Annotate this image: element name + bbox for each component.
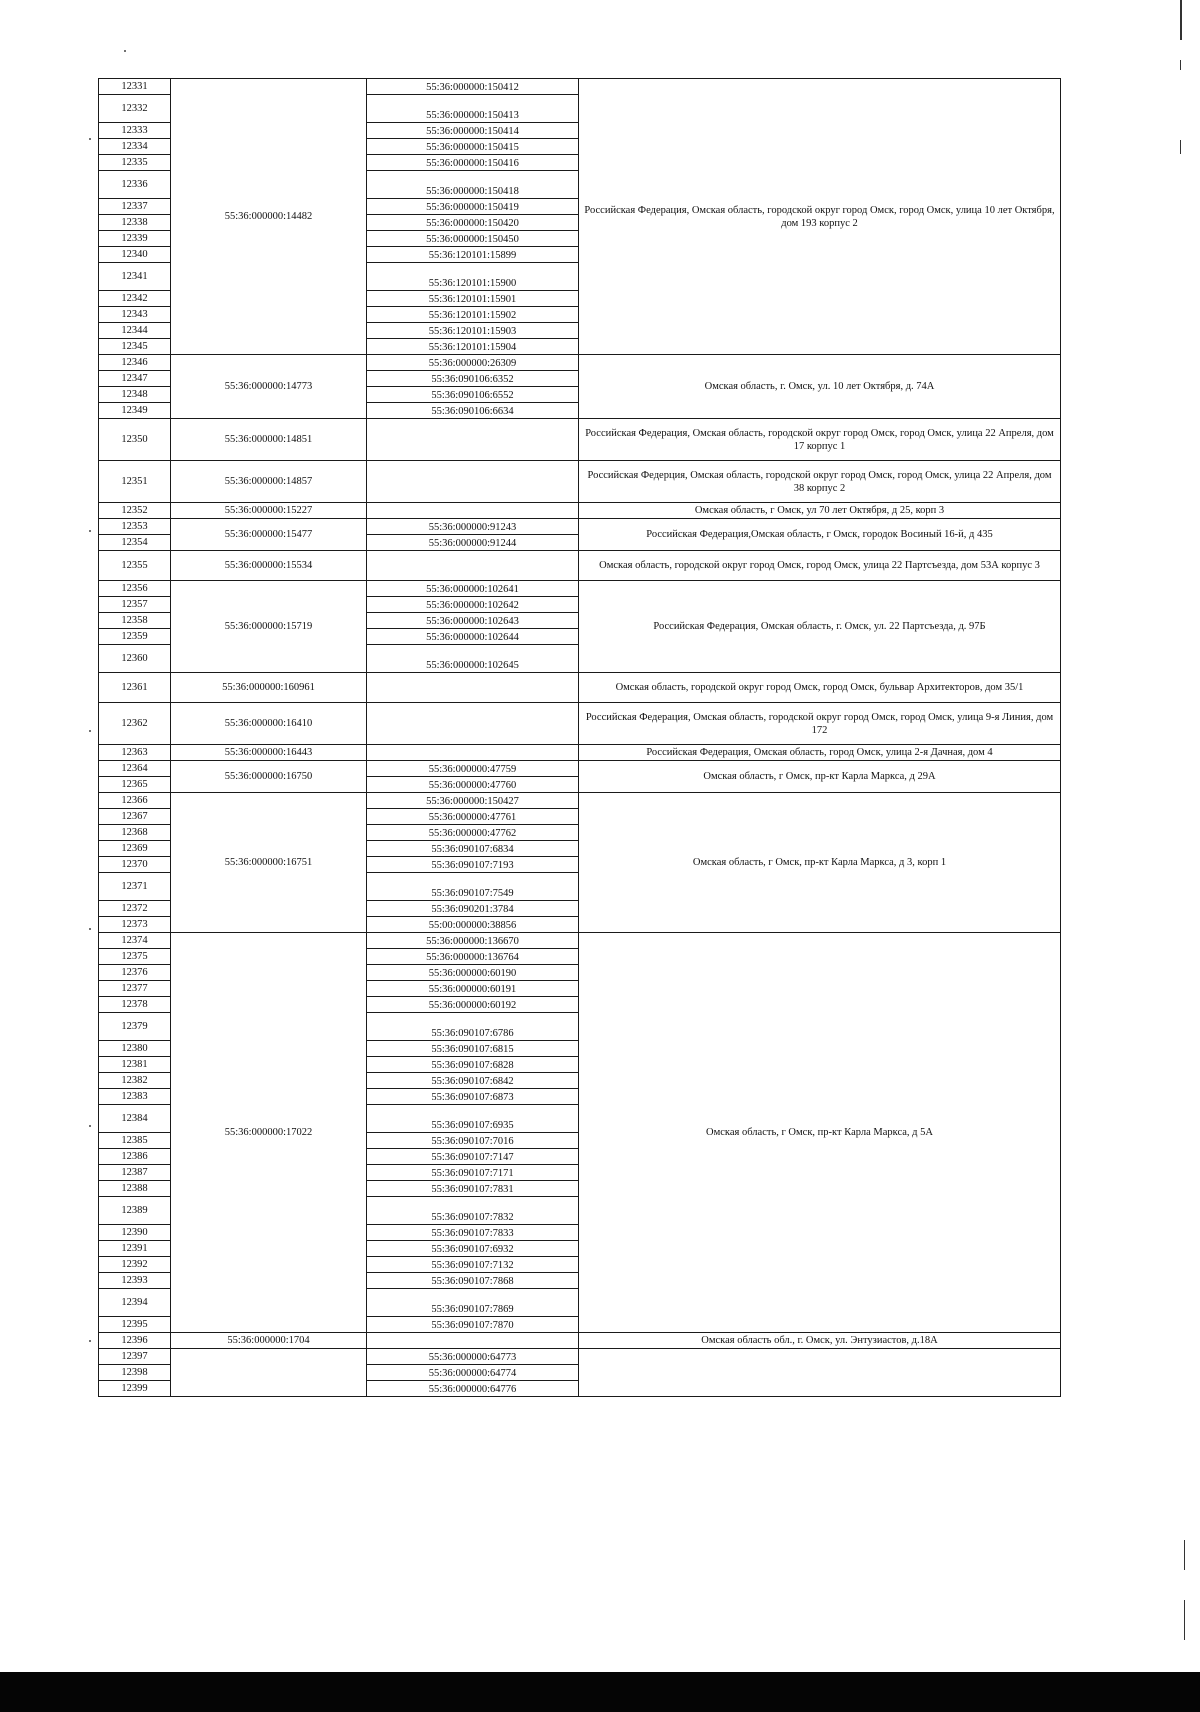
cadastral-number-cell: 55:36:120101:15899 xyxy=(367,247,579,263)
cadastral-number-cell: 55:36:000000:102641 xyxy=(367,581,579,597)
row-number-cell: 12396 xyxy=(99,1333,171,1349)
parent-cadastral-number-cell: 55:36:000000:160961 xyxy=(171,673,367,703)
scan-speck xyxy=(89,928,91,930)
address-cell: Российская Федерция, Омская область, городской округ город Омск, город Омск, улица 22 Апреля, дом 38 корпус 2 xyxy=(579,461,1061,503)
cadastral-number-cell: 55:36:090107:7193 xyxy=(367,857,579,873)
cadastral-number-cell: 55:36:000000:150427 xyxy=(367,793,579,809)
row-number-cell: 12352 xyxy=(99,503,171,519)
row-number-cell: 12394 xyxy=(99,1289,171,1317)
address-cell: Российская Федерация, Омская область, городской округ город Омск, город Омск, улица 10 лет Октября, дом 193 корпус 2 xyxy=(579,79,1061,355)
row-number-cell: 12359 xyxy=(99,629,171,645)
row-number-cell: 12376 xyxy=(99,965,171,981)
row-number-cell: 12362 xyxy=(99,703,171,745)
cadastral-number-cell: 55:36:000000:150416 xyxy=(367,155,579,171)
row-number-cell: 12355 xyxy=(99,551,171,581)
row-number-cell: 12360 xyxy=(99,645,171,673)
cadastral-number-cell: 55:36:090107:7016 xyxy=(367,1133,579,1149)
row-number-cell: 12389 xyxy=(99,1197,171,1225)
table-row xyxy=(99,419,1061,461)
row-number-cell: 12397 xyxy=(99,1349,171,1365)
scan-speck xyxy=(124,50,126,52)
cadastral-number-cell: 55:36:090107:7870 xyxy=(367,1317,579,1333)
row-number-cell: 12375 xyxy=(99,949,171,965)
cadastral-number-cell: 55:36:120101:15900 xyxy=(367,263,579,291)
row-number-cell: 12364 xyxy=(99,761,171,777)
scan-speck xyxy=(89,138,91,140)
cadastral-number-cell: 55:36:000000:150420 xyxy=(367,215,579,231)
row-number-cell: 12371 xyxy=(99,873,171,901)
address-cell: Омская область, городской округ город Омск, город Омск, бульвар Архитекторов, дом 35/1 xyxy=(579,673,1061,703)
row-number-cell: 12382 xyxy=(99,1073,171,1089)
cadastral-number-cell xyxy=(367,673,579,703)
row-number-cell: 12356 xyxy=(99,581,171,597)
cadastral-number-cell: 55:36:090107:7833 xyxy=(367,1225,579,1241)
parent-cadastral-number-cell: 55:36:000000:14851 xyxy=(171,419,367,461)
parent-cadastral-number-cell: 55:36:000000:15719 xyxy=(171,581,367,673)
cadastral-number-cell: 55:36:000000:102645 xyxy=(367,645,579,673)
row-number-cell: 12354 xyxy=(99,535,171,551)
row-number-cell: 12347 xyxy=(99,371,171,387)
address-cell: Омская область, г Омск, пр-кт Карла Маркса, д 3, корп 1 xyxy=(579,793,1061,933)
cadastral-number-cell: 55:36:000000:47762 xyxy=(367,825,579,841)
row-number-cell: 12366 xyxy=(99,793,171,809)
cadastral-number-cell: 55:36:090107:6842 xyxy=(367,1073,579,1089)
row-number-cell: 12332 xyxy=(99,95,171,123)
cadastral-number-cell: 55:36:090107:7171 xyxy=(367,1165,579,1181)
table-row xyxy=(99,793,1061,809)
cadastral-number-cell: 55:36:000000:60191 xyxy=(367,981,579,997)
parent-cadastral-number-cell: 55:36:000000:16410 xyxy=(171,703,367,745)
address-cell: Омская область, г Омск, пр-кт Карла Маркса, д 29А xyxy=(579,761,1061,793)
row-number-cell: 12361 xyxy=(99,673,171,703)
row-number-cell: 12379 xyxy=(99,1013,171,1041)
address-cell: Российская Федерация, Омская область, городской округ город Омск, город Омск, улица 22 Апреля, дом 17 корпус 1 xyxy=(579,419,1061,461)
cadastral-number-cell: 55:36:090107:6932 xyxy=(367,1241,579,1257)
table-row xyxy=(99,581,1061,597)
scan-speck xyxy=(89,1340,91,1342)
table-row xyxy=(99,503,1061,519)
row-number-cell: 12335 xyxy=(99,155,171,171)
row-number-cell: 12372 xyxy=(99,901,171,917)
parent-cadastral-number-cell: 55:36:000000:14773 xyxy=(171,355,367,419)
cadastral-number-cell: 55:36:000000:150413 xyxy=(367,95,579,123)
cadastral-number-cell xyxy=(367,1333,579,1349)
row-number-cell: 12388 xyxy=(99,1181,171,1197)
cadastral-number-cell: 55:36:090107:6815 xyxy=(367,1041,579,1057)
cadastral-number-cell: 55:36:090107:7831 xyxy=(367,1181,579,1197)
cadastral-number-cell: 55:36:120101:15901 xyxy=(367,291,579,307)
address-cell: Омская область, г Омск, пр-кт Карла Маркса, д 5А xyxy=(579,933,1061,1333)
row-number-cell: 12368 xyxy=(99,825,171,841)
cadastral-number-cell: 55:36:090107:7832 xyxy=(367,1197,579,1225)
table-row xyxy=(99,1333,1061,1349)
row-number-cell: 12342 xyxy=(99,291,171,307)
parent-cadastral-number-cell: 55:36:000000:1704 xyxy=(171,1333,367,1349)
row-number-cell: 12369 xyxy=(99,841,171,857)
cadastral-number-cell: 55:36:000000:91244 xyxy=(367,535,579,551)
scan-bottom-edge xyxy=(0,1672,1200,1712)
parent-cadastral-number-cell: 55:36:000000:16751 xyxy=(171,793,367,933)
row-number-cell: 12353 xyxy=(99,519,171,535)
row-number-cell: 12358 xyxy=(99,613,171,629)
row-number-cell: 12365 xyxy=(99,777,171,793)
row-number-cell: 12399 xyxy=(99,1381,171,1397)
cadastral-number-cell: 55:36:090107:7147 xyxy=(367,1149,579,1165)
scan-speck xyxy=(89,730,91,732)
cadastral-table xyxy=(98,78,1061,1397)
row-number-cell: 12334 xyxy=(99,139,171,155)
row-number-cell: 12395 xyxy=(99,1317,171,1333)
address-cell: Российская Федерация, Омская область, город Омск, улица 2-я Дачная, дом 4 xyxy=(579,745,1061,761)
table-row xyxy=(99,761,1061,777)
cadastral-number-cell: 55:36:000000:60190 xyxy=(367,965,579,981)
cadastral-number-cell: 55:36:090107:6935 xyxy=(367,1105,579,1133)
parent-cadastral-number-cell: 55:36:000000:14482 xyxy=(171,79,367,355)
row-number-cell: 12341 xyxy=(99,263,171,291)
row-number-cell: 12383 xyxy=(99,1089,171,1105)
parent-cadastral-number-cell: 55:36:000000:14857 xyxy=(171,461,367,503)
row-number-cell: 12337 xyxy=(99,199,171,215)
cadastral-number-cell: 55:36:000000:91243 xyxy=(367,519,579,535)
row-number-cell: 12336 xyxy=(99,171,171,199)
table-row xyxy=(99,703,1061,745)
row-number-cell: 12393 xyxy=(99,1273,171,1289)
cadastral-number-cell xyxy=(367,551,579,581)
cadastral-number-cell: 55:36:120101:15903 xyxy=(367,323,579,339)
row-number-cell: 12331 xyxy=(99,79,171,95)
cadastral-number-cell: 55:36:000000:150450 xyxy=(367,231,579,247)
row-number-cell: 12391 xyxy=(99,1241,171,1257)
cadastral-number-cell: 55:36:000000:102644 xyxy=(367,629,579,645)
row-number-cell: 12370 xyxy=(99,857,171,873)
cadastral-number-cell: 55:36:000000:150412 xyxy=(367,79,579,95)
cadastral-table-body xyxy=(99,79,1061,1397)
cadastral-number-cell: 55:36:000000:26309 xyxy=(367,355,579,371)
scan-edge-mark xyxy=(1184,1540,1185,1570)
row-number-cell: 12385 xyxy=(99,1133,171,1149)
row-number-cell: 12398 xyxy=(99,1365,171,1381)
parent-cadastral-number-cell xyxy=(171,1349,367,1397)
row-number-cell: 12390 xyxy=(99,1225,171,1241)
row-number-cell: 12392 xyxy=(99,1257,171,1273)
cadastral-number-cell: 55:36:090107:7868 xyxy=(367,1273,579,1289)
cadastral-number-cell: 55:36:000000:102642 xyxy=(367,597,579,613)
row-number-cell: 12345 xyxy=(99,339,171,355)
cadastral-number-cell: 55:36:090107:7869 xyxy=(367,1289,579,1317)
cadastral-number-cell: 55:36:000000:136764 xyxy=(367,949,579,965)
row-number-cell: 12339 xyxy=(99,231,171,247)
row-number-cell: 12386 xyxy=(99,1149,171,1165)
table-row xyxy=(99,933,1061,949)
scan-edge-mark xyxy=(1180,140,1181,154)
cadastral-number-cell xyxy=(367,419,579,461)
row-number-cell: 12333 xyxy=(99,123,171,139)
cadastral-number-cell: 55:36:000000:150415 xyxy=(367,139,579,155)
scan-speck xyxy=(89,530,91,532)
row-number-cell: 12374 xyxy=(99,933,171,949)
parent-cadastral-number-cell: 55:36:000000:15534 xyxy=(171,551,367,581)
row-number-cell: 12343 xyxy=(99,307,171,323)
table-row xyxy=(99,461,1061,503)
row-number-cell: 12367 xyxy=(99,809,171,825)
cadastral-number-cell: 55:36:090107:6786 xyxy=(367,1013,579,1041)
cadastral-number-cell: 55:36:120101:15902 xyxy=(367,307,579,323)
cadastral-number-cell: 55:36:090201:3784 xyxy=(367,901,579,917)
cadastral-number-cell: 55:36:000000:150414 xyxy=(367,123,579,139)
parent-cadastral-number-cell: 55:36:000000:15227 xyxy=(171,503,367,519)
row-number-cell: 12384 xyxy=(99,1105,171,1133)
row-number-cell: 12381 xyxy=(99,1057,171,1073)
scan-speck xyxy=(89,1125,91,1127)
cadastral-number-cell xyxy=(367,503,579,519)
row-number-cell: 12363 xyxy=(99,745,171,761)
row-number-cell: 12377 xyxy=(99,981,171,997)
table-row xyxy=(99,519,1061,535)
scan-edge-mark xyxy=(1180,0,1182,40)
parent-cadastral-number-cell: 55:36:000000:16443 xyxy=(171,745,367,761)
cadastral-number-cell: 55:36:000000:64774 xyxy=(367,1365,579,1381)
table-row xyxy=(99,551,1061,581)
table-row xyxy=(99,673,1061,703)
cadastral-number-cell xyxy=(367,745,579,761)
cadastral-number-cell: 55:36:090107:6834 xyxy=(367,841,579,857)
cadastral-number-cell: 55:00:000000:38856 xyxy=(367,917,579,933)
row-number-cell: 12344 xyxy=(99,323,171,339)
address-cell: Омская область обл., г. Омск, ул. Энтузиастов, д.18А xyxy=(579,1333,1061,1349)
cadastral-number-cell: 55:36:090107:6828 xyxy=(367,1057,579,1073)
row-number-cell: 12373 xyxy=(99,917,171,933)
parent-cadastral-number-cell: 55:36:000000:17022 xyxy=(171,933,367,1333)
row-number-cell: 12350 xyxy=(99,419,171,461)
table-row xyxy=(99,745,1061,761)
cadastral-number-cell: 55:36:000000:102643 xyxy=(367,613,579,629)
address-cell: Российская Федерация,Омская область, г Омск, городок Восиный 16-й, д 435 xyxy=(579,519,1061,551)
parent-cadastral-number-cell: 55:36:000000:16750 xyxy=(171,761,367,793)
table-row xyxy=(99,1349,1061,1365)
cadastral-number-cell: 55:36:000000:47760 xyxy=(367,777,579,793)
row-number-cell: 12378 xyxy=(99,997,171,1013)
cadastral-number-cell: 55:36:090107:6873 xyxy=(367,1089,579,1105)
address-cell: Омская область, г. Омск, ул. 10 лет Октября, д. 74А xyxy=(579,355,1061,419)
row-number-cell: 12338 xyxy=(99,215,171,231)
address-cell: Российская Федерация, Омская область, г. Омск, ул. 22 Партсъезда, д. 97Б xyxy=(579,581,1061,673)
table-row xyxy=(99,355,1061,371)
row-number-cell: 12380 xyxy=(99,1041,171,1057)
cadastral-number-cell xyxy=(367,461,579,503)
cadastral-number-cell: 55:36:090106:6352 xyxy=(367,371,579,387)
row-number-cell: 12387 xyxy=(99,1165,171,1181)
cadastral-number-cell xyxy=(367,703,579,745)
cadastral-number-cell: 55:36:090107:7132 xyxy=(367,1257,579,1273)
cadastral-number-cell: 55:36:000000:64776 xyxy=(367,1381,579,1397)
row-number-cell: 12348 xyxy=(99,387,171,403)
row-number-cell: 12349 xyxy=(99,403,171,419)
cadastral-number-cell: 55:36:000000:60192 xyxy=(367,997,579,1013)
cadastral-number-cell: 55:36:000000:47761 xyxy=(367,809,579,825)
scan-edge-mark xyxy=(1184,1600,1185,1640)
parent-cadastral-number-cell: 55:36:000000:15477 xyxy=(171,519,367,551)
row-number-cell: 12346 xyxy=(99,355,171,371)
cadastral-number-cell: 55:36:090106:6552 xyxy=(367,387,579,403)
address-cell: Омская область, городской округ город Омск, город Омск, улица 22 Партсъезда, дом 53А корпус 3 xyxy=(579,551,1061,581)
cadastral-number-cell: 55:36:120101:15904 xyxy=(367,339,579,355)
table-row xyxy=(99,79,1061,95)
scan-edge-mark xyxy=(1180,60,1181,70)
address-cell xyxy=(579,1349,1061,1397)
cadastral-number-cell: 55:36:090106:6634 xyxy=(367,403,579,419)
cadastral-number-cell: 55:36:000000:64773 xyxy=(367,1349,579,1365)
cadastral-number-cell: 55:36:090107:7549 xyxy=(367,873,579,901)
row-number-cell: 12340 xyxy=(99,247,171,263)
row-number-cell: 12357 xyxy=(99,597,171,613)
cadastral-number-cell: 55:36:000000:136670 xyxy=(367,933,579,949)
address-cell: Российская Федерация, Омская область, городской округ город Омск, город Омск, улица 9-я Линия, дом 172 xyxy=(579,703,1061,745)
address-cell: Омская область, г Омск, ул 70 лет Октября, д 25, корп 3 xyxy=(579,503,1061,519)
cadastral-number-cell: 55:36:000000:47759 xyxy=(367,761,579,777)
cadastral-number-cell: 55:36:000000:150419 xyxy=(367,199,579,215)
row-number-cell: 12351 xyxy=(99,461,171,503)
cadastral-number-cell: 55:36:000000:150418 xyxy=(367,171,579,199)
